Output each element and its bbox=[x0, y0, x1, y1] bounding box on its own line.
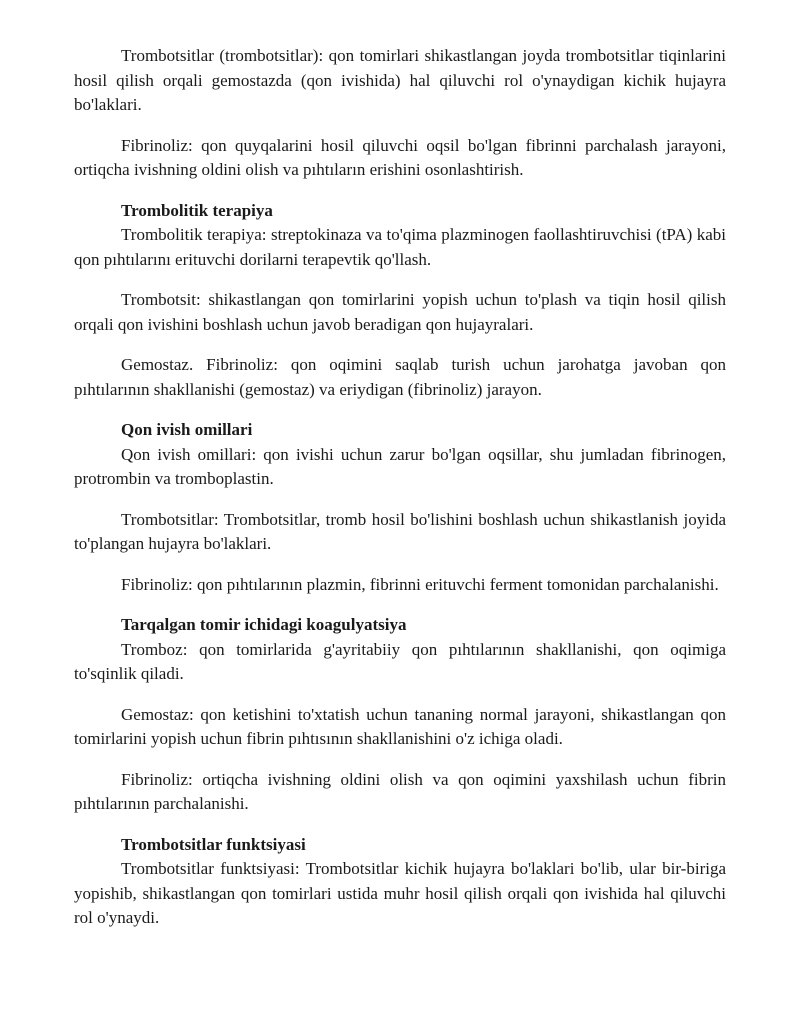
paragraph-trombotsitlar: Trombotsitlar (trombotsitlar): qon tomirlari shikastlangan joyda trombotsitlar tiqinlarini hosil qilish orqali gemostazda (qon ivishida) hal qiluvchi rol o'ynaydigan kichik hujayra bo'laklari. bbox=[74, 46, 726, 114]
section-heading: Trombotsitlar funktsiyasi bbox=[121, 834, 306, 854]
paragraph-trombotsitlar-2: Trombotsitlar: Trombotsitlar, tromb hosil bo'lishini boshlash uchun shikastlanish joyida to'plangan hujayra bo'laklari. bbox=[74, 509, 726, 553]
section-tarqalgan-koagulyatsiya bbox=[74, 613, 726, 817]
paragraph-trombolitik-terapiya: Trombolitik terapiya: streptokinaza va to'qima plazminogen faollashtiruvchisi (tPA) kabi qon pıhtılarını erituvchi dorilarni terapevtik qo'llash. bbox=[74, 225, 726, 269]
section-heading: Tarqalgan tomir ichidagi koagulyatsiya bbox=[121, 615, 407, 634]
section-qon-ivish-omillari bbox=[74, 418, 726, 597]
paragraph-trombotsitlar-funktsiyasi: Trombotsitlar funktsiyasi: Trombotsitlar kichik hujayra bo'laklari bo'lib, ular bir-biriga yopishib, shikastlangan qon tomirlari ustida muhr hosil qilish orqali qon ivishida hal qiluvchi rol o'ynaydi. bbox=[74, 859, 726, 927]
paragraph-gemostaz-fibrinoliz: Gemostaz. Fibrinoliz: qon oqimini saqlab turish uchun jarohatga javoban qon pıhtılarının shakllanishi (gemostaz) va eriydigan (fibrinoliz) jarayon. bbox=[74, 355, 726, 399]
paragraph-gemostaz: Gemostaz: qon ketishini to'xtatish uchun tananing normal jarayoni, shikastlangan qon tomirlarini yopish uchun fibrin pıhtısının shakllanishini o'z ichiga oladi. bbox=[74, 704, 726, 748]
section-heading: Qon ivish omillari bbox=[121, 420, 253, 439]
paragraph-qon-ivish-omillari: Qon ivish omillari: qon ivishi uchun zarur bo'lgan oqsillar, shu jumladan fibrinogen, protrombin va tromboplastin. bbox=[74, 444, 726, 488]
section-heading: Trombolitik terapiya bbox=[121, 200, 273, 220]
paragraph-fibrinoliz-3: Fibrinoliz: ortiqcha ivishning oldini olish va qon oqimini yaxshilash uchun fibrin pıhtılarının parchalanishi. bbox=[74, 769, 726, 813]
intro-section bbox=[74, 44, 726, 183]
section-trombolitik-terapiya bbox=[74, 199, 726, 403]
document-page bbox=[74, 44, 726, 931]
paragraph-tromboz: Tromboz: qon tomirlarida g'ayritabiiy qon pıhtılarının shakllanishi, qon oqimiga to'sqinlik qiladi. bbox=[74, 639, 726, 683]
paragraph-fibrinoliz: Fibrinoliz: qon quyqalarini hosil qiluvchi oqsil bo'lgan fibrinni parchalash jarayoni, ortiqcha ivishning oldini olish va pıhtıların erishini osonlashtirish. bbox=[74, 135, 726, 179]
paragraph-fibrinoliz-2: Fibrinoliz: qon pıhtılarının plazmin, fibrinni erituvchi ferment tomonidan parchalanishi. bbox=[121, 574, 719, 594]
paragraph-trombotsit: Trombotsit: shikastlangan qon tomirlarini yopish uchun to'plash va tiqin hosil qilish orqali qon ivishini boshlash uchun javob beradigan qon hujayralari. bbox=[74, 290, 726, 334]
section-trombotsitlar-funktsiyasi bbox=[74, 833, 726, 931]
